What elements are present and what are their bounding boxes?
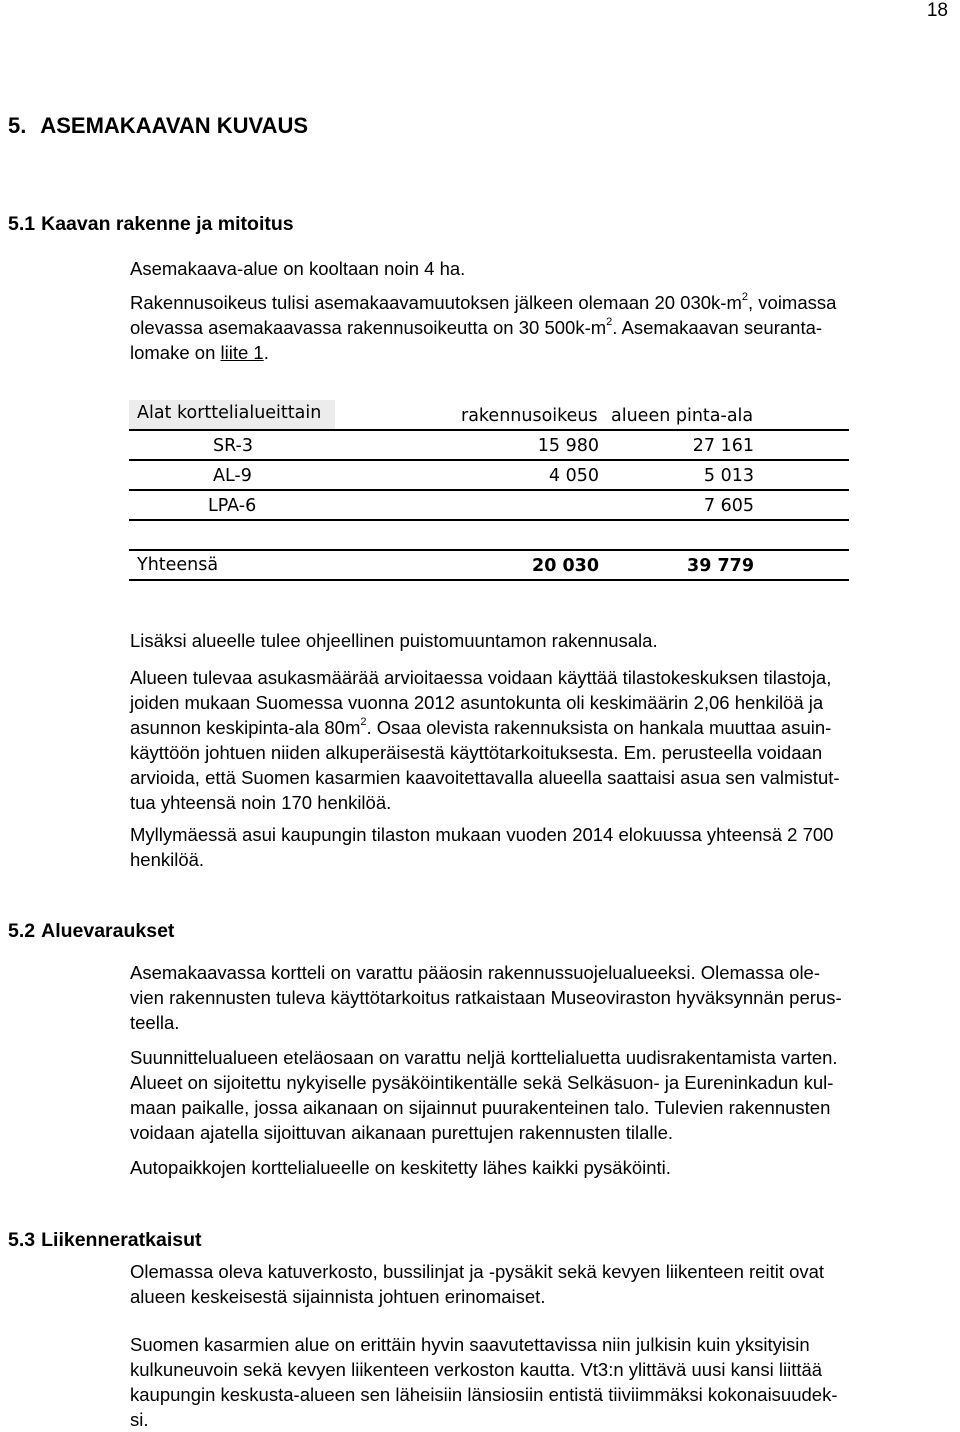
paragraph [130,256,950,281]
paragraph [130,822,950,872]
total-pinta-ala: 39 779 [687,556,754,576]
table-rule [129,579,849,581]
text-fragment: . Asemakaavan seuranta- [612,317,823,338]
text-line: voidaan ajatella sijoittuvan aikanaan purettujen rakennusten tilalle. [130,1122,674,1143]
superscript: 2 [741,290,748,303]
text-line: Asemakaava-alue on kooltaan noin 4 ha. [130,258,466,279]
text-line: Asemakaavassa kortteli on varattu pääosin rakennussuojelualueeksi. Olemassa ole- [130,962,821,983]
row-rakennusoikeus: 4 050 [548,466,599,486]
text-line: teella. [130,1012,180,1033]
text-line: Alueen tulevaa asukasmäärää arvioitaessa voidaan käyttää tilastokeskuksen tilastoja, [130,667,832,688]
page-number: 18 [926,0,948,21]
section-heading-5-1 [8,213,294,236]
section-number: 5.3 [8,1229,36,1251]
paragraph [130,290,950,365]
table-rule [129,549,849,551]
section-heading-5-3 [8,1229,202,1252]
text-line: Myllymäessä asui kaupungin tilaston mukaan vuoden 2014 elokuussa yhteensä 2 700 [130,824,834,845]
text-line: vien rakennusten tuleva käyttötarkoitus ratkaistaan Museoviraston hyväksynnän perus- [130,987,842,1008]
text-line: Alueet on sijoitettu nykyiselle pysäköintikentälle sekä Selkäsuon- ja Eureninkadun kul- [130,1072,834,1093]
table-rule [129,429,849,431]
text-fragment: , voimassa [748,292,837,313]
superscript: 2 [606,315,613,328]
section-title: Liikenneratkaisut [41,1229,202,1251]
text-line: Olemassa oleva katuverkosto, bussilinjat ja -pysäkit sekä kevyen liikenteen reitit ovat [130,1261,825,1282]
row-name: SR-3 [213,436,254,456]
table-rule [129,519,849,521]
text-fragment: . [263,342,269,363]
section-title: Aluevaraukset [41,920,175,942]
text-line: alueen keskeisestä sijainnista johtuen erinomaiset. [130,1286,546,1307]
text-line: kaupungin keskusta-alueen sen läheisiin länsiosiin entistä tiiviimmäksi kokonaisuudek- [130,1384,838,1405]
paragraph [130,1045,950,1145]
text-line: Suunnittelualueen eteläosaan on varattu neljä korttelialuetta uudisrakentamista varten. [130,1047,838,1068]
paragraph [130,1332,950,1432]
text-fragment: Rakennusoikeus tulisi asemakaavamuutoksen jälkeen olemaan 20 030k-m [130,292,742,313]
table-rule [129,459,849,461]
text-line: maan paikalle, jossa aikanaan on sijainnut puurakenteinen talo. Tulevien rakennusten [130,1097,831,1118]
text-line: kulkuneuvoin sekä kevyen liikenteen verkoston kautta. Vt3:n ylittävä uusi kansi liittää [130,1359,823,1380]
paragraph [130,1259,950,1309]
text-line [130,340,950,365]
paragraph [130,960,950,1035]
total-rakennusoikeus: 20 030 [532,556,599,576]
text-line: arvioida, että Suomen kasarmien kaavoitettavalla alueella saattaisi asua sen valmistut- [130,767,840,788]
row-pinta-ala: 7 605 [703,496,754,516]
row-name: LPA-6 [208,496,257,516]
text-line: henkilöä. [130,849,205,870]
superscript: 2 [360,715,367,728]
column-header-rakennusoikeus: rakennusoikeus [461,406,598,426]
text-line: tua yhteensä noin 170 henkilöä. [130,792,392,813]
row-pinta-ala: 5 013 [703,466,754,486]
text-line: si. [130,1409,149,1430]
text-line: Lisäksi alueelle tulee ohjeellinen puistomuuntamon rakennusala. [130,630,658,651]
text-line [130,290,950,315]
table-rule [129,489,849,491]
chapter-heading [8,113,308,139]
section-number: 5.2 [8,920,36,942]
column-header-pinta-ala: alueen pinta-ala [611,406,754,426]
paragraph [130,628,950,653]
row-name: AL-9 [213,466,252,486]
text-line: käyttöön johtuen niiden alkuperäisestä käyttötarkoituksesta. Em. perusteella voidaan [130,742,823,763]
chapter-title: ASEMAKAAVAN KUVAUS [40,113,309,138]
section-heading-5-2 [8,920,174,943]
text-line: joiden mukaan Suomessa vuonna 2012 asuntokunta oli keskimäärin 2,06 henkilöä ja [130,692,824,713]
text-fragment: . Osaa olevista rakennuksista on hankala muuttaa asuin- [366,717,832,738]
text-line [130,715,950,740]
text-fragment: olevassa asemakaavassa rakennusoikeutta on 30 500k-m [130,317,607,338]
section-title: Kaavan rakenne ja mitoitus [41,213,294,235]
area-table [129,400,849,582]
row-pinta-ala: 27 161 [692,436,754,456]
total-name: Yhteensä [137,555,219,575]
chapter-number: 5. [8,113,27,138]
paragraph [130,1155,950,1180]
section-number: 5.1 [8,213,36,235]
row-rakennusoikeus: 15 980 [537,436,599,456]
text-line [130,315,950,340]
text-fragment: lomake on [130,342,221,363]
paragraph [130,665,950,815]
attachment-link[interactable]: liite 1 [220,342,264,363]
table-header-label: Alat korttelialueittain [137,403,322,423]
text-line: Suomen kasarmien alue on erittäin hyvin saavutettavissa niin julkisin kuin yksityisin [130,1334,810,1355]
text-line: Autopaikkojen korttelialueelle on keskitetty lähes kaikki pysäköinti. [130,1157,671,1178]
text-fragment: asunnon keskipinta-ala 80m [130,717,361,738]
